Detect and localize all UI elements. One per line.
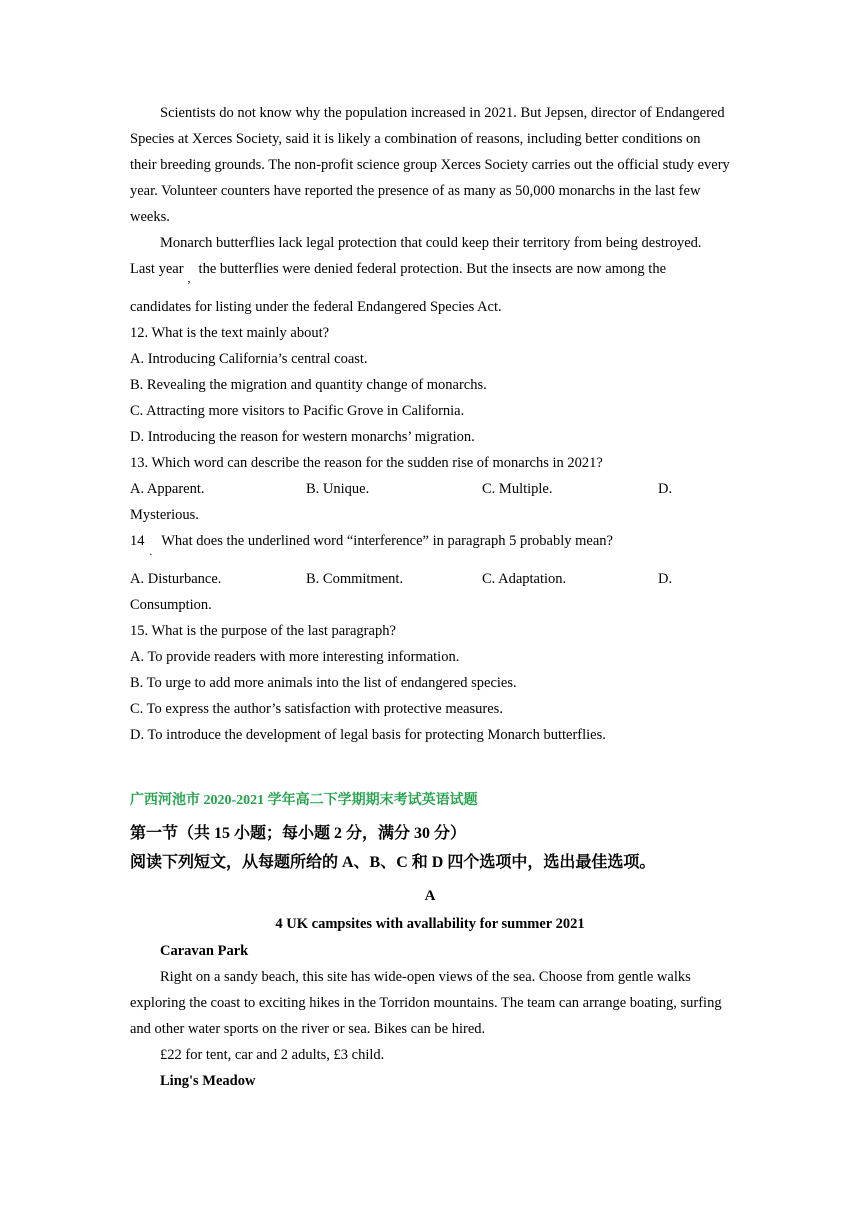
q14-option-c: C. Adaptation. <box>482 571 567 587</box>
q12-option-a: A. Introducing California’s central coast. <box>130 351 368 367</box>
question-13: 13. Which word can describe the reason for the sudden rise of monarchs in 2021? <box>130 455 603 471</box>
exam-source-title: 广西河池市 2020-2021 学年高二下学期期末考试英语试题 <box>130 793 478 808</box>
q13-option-b: B. Unique. <box>306 481 370 497</box>
q15-option-b: B. To urge to add more animals into the list of endangered species. <box>130 675 517 691</box>
paragraph-protection-text-b: the butterflies were denied federal protection. But the insects are now among the <box>198 261 667 277</box>
q13-option-d: D. <box>658 481 673 497</box>
q14-option-d: D. <box>658 571 673 587</box>
paragraph-protection-line2 <box>130 256 730 285</box>
q15-option-c: C. To express the author’s satisfaction with protective measures. <box>130 701 503 717</box>
document-page <box>130 100 730 1094</box>
q13-options <box>130 476 730 502</box>
q14-option-d-text: Consumption. <box>130 597 212 613</box>
question-15: 15. What is the purpose of the last paragraph? <box>130 623 396 639</box>
q14-options <box>130 566 730 592</box>
q14-option-a: A. Disturbance. <box>130 571 222 587</box>
passage-title: 4 UK campsites with avallability for summer 2021 <box>275 916 585 932</box>
q12-option-c: C. Attracting more visitors to Pacific Grove in California. <box>130 403 465 419</box>
q12-option-d: D. Introducing the reason for western monarchs’ migration. <box>130 429 475 445</box>
instruction-text: 阅读下列短文，从每题所给的 A、B、C 和 D 四个选项中，选出最佳选项。 <box>130 854 656 871</box>
q14-dot: . <box>149 546 153 558</box>
campsite-1-description: Right on a sandy beach, this site has wide-open views of the sea. Choose from gentle walks exploring the coast to exciting hikes in the Torridon mountains. The team can arrange boating, surfing and other water sports on the river or sea. Bikes can be hired. <box>130 969 722 1037</box>
q15-option-a: A. To provide readers with more interesting information. <box>130 649 460 665</box>
campsite-2-name: Ling's Meadow <box>160 1073 256 1089</box>
paragraph-protection-line3: candidates for listing under the federal Endangered Species Act. <box>130 299 502 315</box>
passage-letter: A <box>424 888 436 904</box>
campsite-1-price: £22 for tent, car and 2 adults, £3 child. <box>160 1047 385 1063</box>
question-14 <box>130 528 730 558</box>
q15-option-d: D. To introduce the development of legal basis for protecting Monarch butterflies. <box>130 727 606 743</box>
paragraph-protection-text-a: Last year <box>130 261 184 277</box>
q13-option-c: C. Multiple. <box>482 481 553 497</box>
paragraph-population: Scientists do not know why the population increased in 2021. But Jepsen, director of Endangered Species at Xerces Society, said it is likely a combination of reasons, including better conditions on their breeding grounds. The non-profit science group Xerces Society carries out the official study every year. Volunteer counters have reported the presence of as many as 50,000 monarchs in the last few weeks. <box>130 105 730 225</box>
q13-option-a: A. Apparent. <box>130 481 205 497</box>
q14-text: What does the underlined word “interference” in paragraph 5 probably mean? <box>161 533 613 549</box>
question-12: 12. What is the text mainly about? <box>130 325 330 341</box>
section-heading: 第一节（共 15 小题；每小题 2 分，满分 30 分） <box>130 825 467 842</box>
stray-comma: , <box>187 271 191 285</box>
q13-option-d-text: Mysterious. <box>130 507 199 523</box>
paragraph-protection-line1: Monarch butterflies lack legal protection that could keep their territory from being destroyed. <box>160 235 702 251</box>
campsite-1-name: Caravan Park <box>160 943 249 959</box>
q14-number: 14 <box>130 533 145 549</box>
q12-option-b: B. Revealing the migration and quantity change of monarchs. <box>130 377 487 393</box>
q14-option-b: B. Commitment. <box>306 571 404 587</box>
